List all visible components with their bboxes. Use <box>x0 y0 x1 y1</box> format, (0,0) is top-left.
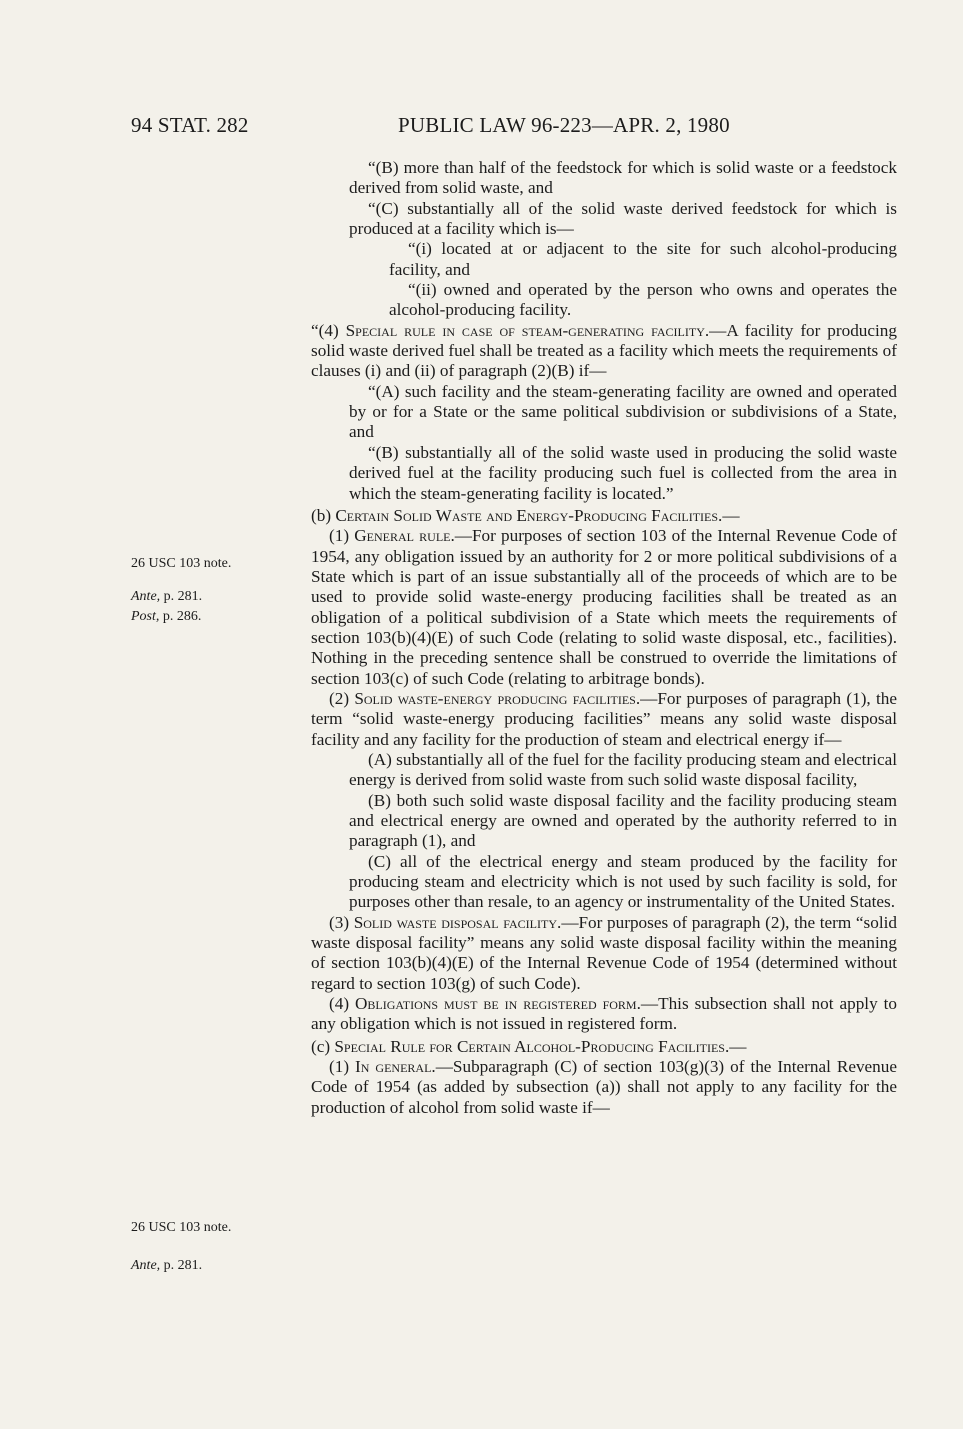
margin-note-refs <box>131 587 271 627</box>
paragraph-heading: In general. <box>355 1057 436 1077</box>
paragraph-text: —Subparagraph (C) of section 103(g)(3) of the Internal Revenue Code of 1954 (as added by subsection (a)) shall not apply to any facility for the production of alcohol from solid waste if— <box>311 1057 898 1117</box>
clause-B: “(B) substantially all of the solid waste used in producing the solid waste derived fuel at the facility producing such fuel is collected from the area in which the steam-generating facility is located.” <box>349 442 897 503</box>
paragraph-b1 <box>311 526 897 689</box>
margin-note-usc: 26 USC 103 note. <box>131 556 232 571</box>
paragraph-number: (3) <box>329 912 354 932</box>
paragraph-number: (1) <box>329 1057 356 1077</box>
paragraph-text: —This subsection shall not apply to any obligation which is not issued in registered form. <box>311 994 897 1034</box>
paragraph-text: —For purposes of paragraph (1), the term “solid waste-energy producing facilities” means any solid waste disposal facility and any facility for the production of steam and electrical energy if— <box>311 688 897 749</box>
subsection-b-heading <box>311 506 897 526</box>
clause-i: “(i) located at or adjacent to the site for such alcohol-producing facility, and <box>389 239 897 279</box>
clause-b2B: (B) both such solid waste disposal facility and the facility producing steam and electrical energy are owned and operated by the authority referred to in paragraph (1), and <box>349 790 897 851</box>
paragraph-number: “(4) <box>311 320 346 340</box>
paragraph-c1 <box>311 1057 897 1118</box>
paragraph-heading: Solid waste-energy producing facilities. <box>354 688 641 708</box>
paragraph-heading: General rule. <box>354 526 455 546</box>
subsection-title: Certain Solid Waste and Energy-Producing Facilities. <box>335 505 723 525</box>
paragraph-number: (4) <box>329 994 356 1014</box>
paragraph-b2 <box>311 689 897 750</box>
subsection-title: Special Rule for Certain Alcohol-Producing Facilities. <box>334 1036 730 1056</box>
paragraph-heading: Special rule in case of steam-generating facility. <box>345 320 710 340</box>
paragraph-text: —For purposes of paragraph (2), the term “solid waste disposal facility” means any solid waste disposal facility within the meaning of section 103(b)(4)(E) of the Internal Revenue Code of 1954 (determined without regard to section 103(g) of such Code). <box>311 912 897 993</box>
dash: — <box>729 1036 747 1056</box>
margin-note-refs <box>131 1256 271 1276</box>
subsection-c-heading <box>311 1037 897 1057</box>
clause-b2C: (C) all of the electrical energy and steam produced by the facility for producing steam and electricity which is not used by such facility is sold, for purposes other than resale, to an agency or instrumentality of the United States. <box>349 851 897 912</box>
clause-b2A: (A) substantially all of the fuel for the facility producing steam and electrical energy is derived from solid waste from such solid waste disposal facility, <box>349 749 897 790</box>
paragraph-b3 <box>311 913 897 994</box>
clause-ii: “(ii) owned and operated by the person who owns and operates the alcohol-producing facility. <box>389 280 897 320</box>
paragraph-heading: Obligations must be in registered form. <box>355 994 641 1014</box>
clause-B: “(B) more than half of the feedstock for which is solid waste or a feedstock derived from solid waste, and <box>349 158 897 198</box>
clause-A: “(A) such facility and the steam-generating facility are owned and operated by or for a State or the same political subdivision or subdivisions of a State, and <box>349 381 897 442</box>
paragraph-b4 <box>311 994 897 1035</box>
ref-page: p. 281. <box>160 589 203 604</box>
ref-page: p. 281. <box>160 1258 203 1273</box>
subsection-number: (c) <box>311 1036 335 1056</box>
page-number-header: 94 STAT. 282 <box>131 113 249 137</box>
margin-note-usc: 26 USC 103 note. <box>131 1220 232 1235</box>
running-header: PUBLIC LAW 96-223—APR. 2, 1980 <box>398 113 730 137</box>
paragraph-number: (2) <box>329 688 355 708</box>
ref-page: p. 286. <box>159 609 202 624</box>
paragraph-heading: Solid waste disposal facility. <box>353 912 562 932</box>
clause-C: “(C) substantially all of the solid waste derived feedstock for which is produced at a facility which is— <box>349 198 897 239</box>
paragraph-number: (1) <box>329 526 355 546</box>
paragraph-4 <box>311 321 897 382</box>
paragraph-text: —For purposes of section 103 of the Internal Revenue Code of 1954, any obligation issued by an authority for 2 or more political subdivisions of a State which is part of an issue substantially all of the proceeds of which are to be used to provide solid waste-energy producing facilities shall be treated as an obligation of a political subdivision of a State which meets the requirements of section 103(b)(4)(E) of such Code (relating to solid waste disposal, etc., facilities). Nothing in the preceding sentence shall be construed to override the limitations of section 103(c) of such Code (relating to arbitrage bonds). <box>311 526 898 688</box>
dash: — <box>722 505 740 525</box>
ref-label: Post, <box>131 609 160 624</box>
ref-label: Ante, <box>131 589 161 604</box>
subsection-number: (b) <box>311 505 336 525</box>
body-text <box>311 158 897 1118</box>
paragraph-text: —A facility for producing solid waste derived fuel shall be treated as a facility which meets the requirements of clauses (i) and (ii) of paragraph (2)(B) if— <box>311 320 897 381</box>
ref-label: Ante, <box>131 1258 161 1273</box>
